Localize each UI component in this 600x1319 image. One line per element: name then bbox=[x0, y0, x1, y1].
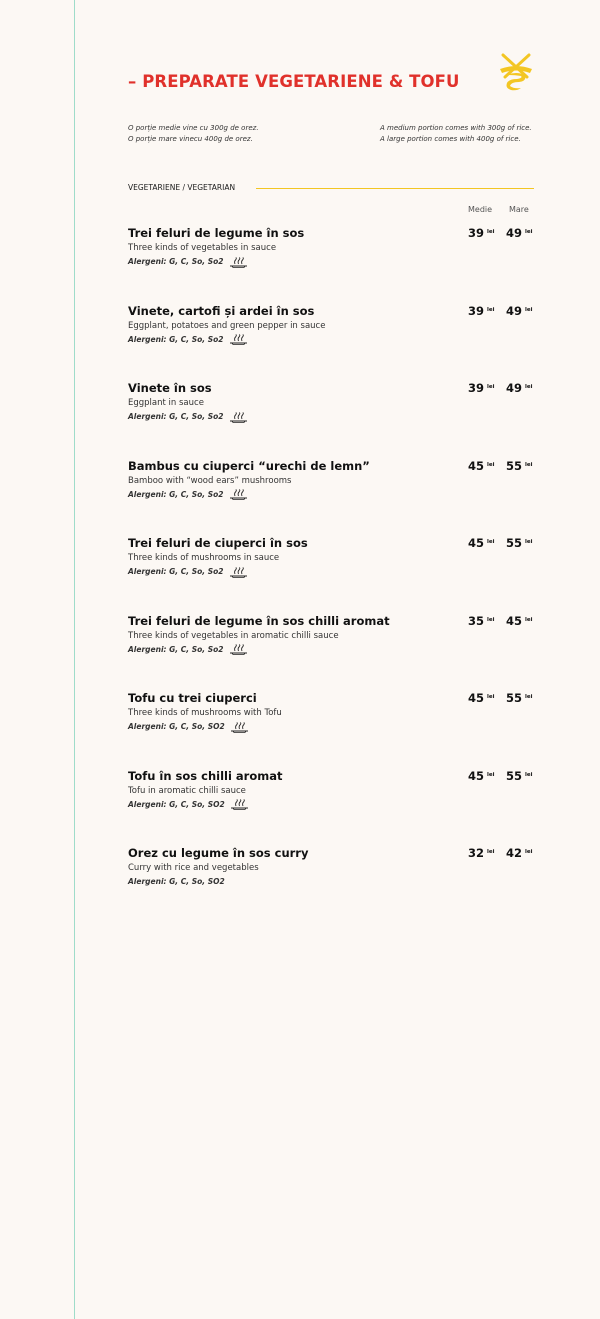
column-header-medium: Medie bbox=[468, 205, 493, 214]
menu-item-allergens: Alergeni: G, C, So, So2 bbox=[128, 644, 534, 656]
price-large: 42 $^{lei}$ bbox=[506, 846, 533, 860]
menu-item-name: Trei feluri de legume în sos chilli aromat bbox=[128, 613, 390, 628]
currency-label: lei bbox=[487, 384, 495, 390]
menu-item bbox=[128, 304, 534, 346]
menu-item-allergens: Alergeni: G, C, So, SO2 bbox=[128, 799, 534, 811]
menu-item-description: Eggplant, potatoes and green pepper in sauce bbox=[128, 320, 326, 331]
spicy-icon bbox=[229, 412, 248, 423]
spicy-icon bbox=[230, 799, 249, 810]
portion-note-ro: O porție medie vine cu 300g de orez. O porție mare vinecu 400g de orez. bbox=[128, 124, 259, 143]
spicy-icon bbox=[229, 334, 248, 345]
menu-item-name: Vinete în sos bbox=[128, 381, 212, 395]
page-margin-line bbox=[74, 0, 75, 1319]
price-medium: 45 $^{lei}$ bbox=[468, 458, 495, 473]
menu-item-name: Bambus cu ciuperci “urechi de lemn” bbox=[128, 458, 370, 473]
currency-label: lei bbox=[487, 461, 495, 468]
section-label: VEGETARIENE / VEGETARIAN bbox=[128, 183, 236, 192]
menu-item bbox=[128, 226, 534, 268]
menu-item-description: Tofu in aromatic chilli sauce bbox=[128, 785, 246, 796]
menu-item-name: Trei feluri de ciuperci în sos bbox=[128, 536, 308, 550]
menu-item-allergens: Alergeni: G, C, So, SO2 bbox=[128, 721, 534, 733]
menu-item bbox=[128, 459, 534, 501]
price-medium: 39 $^{lei}$ bbox=[468, 303, 495, 318]
portion-note-en: A medium portion comes with 300g of rice. A large portion comes with 400g of rice. bbox=[380, 124, 532, 143]
currency-label: lei bbox=[487, 849, 495, 855]
menu-item-description: Three kinds of mushrooms in sauce bbox=[128, 553, 280, 563]
currency-label: lei bbox=[525, 384, 533, 390]
spicy-icon bbox=[229, 257, 248, 268]
price-large: 55 $^{lei}$ bbox=[506, 691, 533, 705]
price-medium: 39 $^{lei}$ bbox=[468, 381, 495, 395]
price-medium: 45 $^{lei}$ bbox=[468, 536, 495, 550]
price-large: 55 $^{lei}$ bbox=[506, 536, 533, 550]
spicy-icon bbox=[229, 567, 248, 578]
currency-label: lei bbox=[487, 306, 495, 313]
currency-label: lei bbox=[525, 539, 533, 545]
price-medium: 35 $^{lei}$ bbox=[468, 613, 495, 628]
column-header-large: Mare bbox=[509, 205, 529, 214]
price-large: 55 $^{lei}$ bbox=[506, 458, 533, 473]
price-large: 49 $^{lei}$ bbox=[506, 303, 533, 318]
price-medium: 39 $^{lei}$ bbox=[468, 226, 495, 240]
menu-item-allergens: Alergeni: G, C, So, So2 bbox=[128, 566, 534, 578]
menu-item bbox=[128, 381, 534, 423]
price-large: 49 $^{lei}$ bbox=[506, 381, 533, 395]
menu-item-name: Tofu în sos chilli aromat bbox=[128, 768, 283, 783]
chopsticks-bowl-logo-icon bbox=[497, 51, 535, 91]
menu-item bbox=[128, 691, 534, 733]
menu-item-allergens: Alergeni: G, C, So, So2 bbox=[128, 489, 534, 501]
price-large: 49 $^{lei}$ bbox=[506, 226, 533, 240]
currency-label: lei bbox=[525, 694, 533, 700]
currency-label: lei bbox=[525, 461, 533, 468]
menu-item bbox=[128, 846, 534, 888]
menu-item-description: Three kinds of vegetables in sauce bbox=[128, 243, 277, 253]
currency-label: lei bbox=[525, 849, 533, 855]
menu-item-allergens: Alergeni: G, C, So, SO2 bbox=[128, 877, 225, 886]
currency-label: lei bbox=[525, 771, 533, 778]
menu-item-name: Orez cu legume în sos curry bbox=[128, 846, 309, 860]
menu-item bbox=[128, 769, 534, 811]
menu-item-description: Eggplant in sauce bbox=[128, 398, 204, 408]
currency-label: lei bbox=[487, 229, 495, 235]
menu-item-allergens: Alergeni: G, C, So, So2 bbox=[128, 411, 534, 423]
menu-item-description: Three kinds of mushrooms with Tofu bbox=[128, 708, 282, 718]
currency-label: lei bbox=[487, 694, 495, 700]
currency-label: lei bbox=[525, 306, 533, 313]
price-medium: 45 $^{lei}$ bbox=[468, 691, 495, 705]
price-medium: 32 $^{lei}$ bbox=[468, 846, 495, 860]
price-large: 55 $^{lei}$ bbox=[506, 768, 533, 783]
menu-item bbox=[128, 614, 534, 656]
menu-item-description: Bamboo with “wood ears” mushrooms bbox=[128, 475, 292, 486]
price-large: 45 $^{lei}$ bbox=[506, 613, 533, 628]
page-title: – PREPARATE VEGETARIENE & TOFU bbox=[128, 72, 460, 91]
spicy-icon bbox=[229, 644, 248, 655]
menu-item-description: Three kinds of vegetables in aromatic chilli sauce bbox=[128, 630, 339, 641]
menu-item-allergens: Alergeni: G, C, So, So2 bbox=[128, 334, 534, 346]
menu-item-name: Vinete, cartofi și ardei în sos bbox=[128, 303, 315, 318]
price-medium: 45 $^{lei}$ bbox=[468, 768, 495, 783]
currency-label: lei bbox=[487, 616, 495, 623]
currency-label: lei bbox=[487, 539, 495, 545]
menu-item-description: Curry with rice and vegetables bbox=[128, 863, 259, 873]
section-divider bbox=[256, 188, 534, 189]
spicy-icon bbox=[229, 489, 248, 500]
menu-item-name: Tofu cu trei ciuperci bbox=[128, 691, 257, 705]
spicy-icon bbox=[230, 722, 249, 733]
currency-label: lei bbox=[525, 229, 533, 235]
menu-item bbox=[128, 536, 534, 578]
currency-label: lei bbox=[525, 616, 533, 623]
menu-item-allergens: Alergeni: G, C, So, So2 bbox=[128, 256, 534, 268]
currency-label: lei bbox=[487, 771, 495, 778]
menu-item-name: Trei feluri de legume în sos bbox=[128, 226, 305, 240]
